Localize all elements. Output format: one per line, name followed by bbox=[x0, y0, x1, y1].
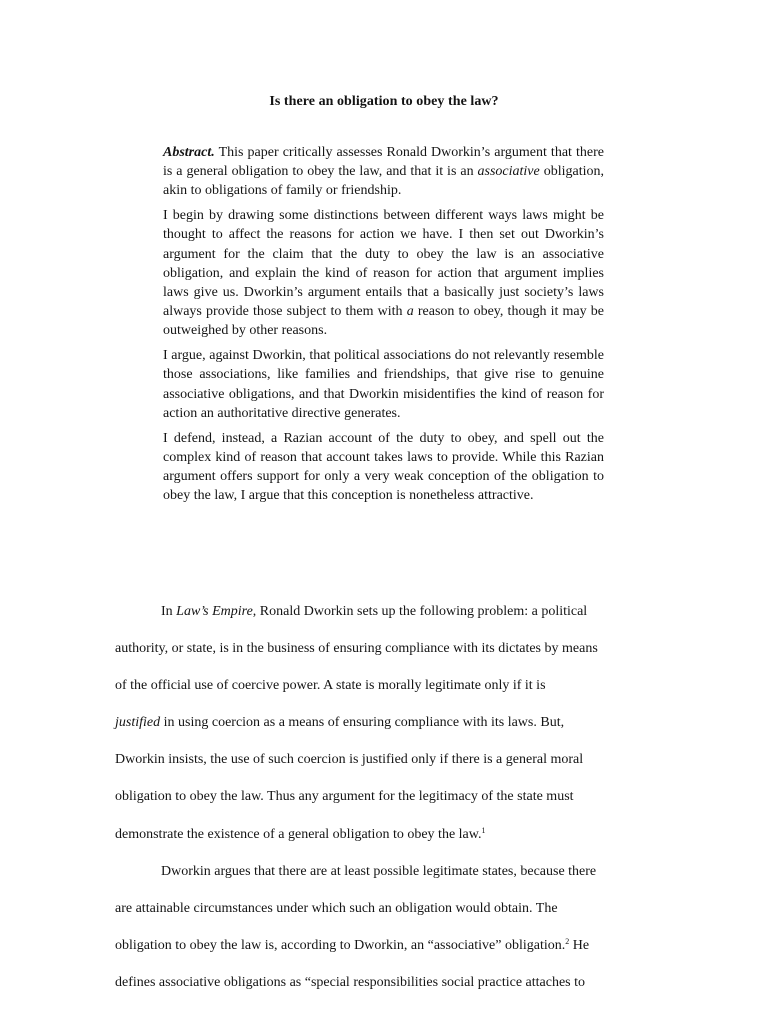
abstract-text: This paper critically assesses Ronald Dworkin’s argument that there is a general obligation to obey the law, and that it is an bbox=[163, 145, 604, 180]
text-line: are attainable circumstances under which such an obligation would obtain. The bbox=[115, 900, 558, 916]
text-line: Dworkin insists, the use of such coercion is justified only if there is a general moral bbox=[115, 752, 584, 768]
abstract-paragraph-3: I argue, against Dworkin, that political associations do not relevantly resemble those associations, like families and friendships, that give rise to genuine associative obligations, and that Dworkin misidentifies the kind of reason for action an authoritative directive generates. bbox=[163, 348, 604, 421]
text-line: In Law’s Empire, Ronald Dworkin sets up the following problem: a political bbox=[161, 604, 588, 619]
footnote-marker-1[interactable]: 1 bbox=[481, 825, 486, 835]
body-paragraph-2 bbox=[115, 853, 655, 1001]
abstract-block bbox=[163, 143, 604, 511]
text-line: obligation to obey the law. Thus any argument for the legitimacy of the state must bbox=[115, 789, 574, 805]
text-line: of the official use of coercive power. A state is morally legitimate only if it is bbox=[115, 678, 546, 694]
book-title: Law’s Empire bbox=[176, 604, 253, 619]
abstract-label-dot: . bbox=[211, 145, 215, 160]
text-line: obligation to obey the law is, according to Dworkin, an “associative” obligation.$^2$ He bbox=[115, 936, 590, 953]
abstract-paragraph-2 bbox=[163, 206, 604, 340]
text-line: Dworkin argues that there are at least possible legitimate states, because there bbox=[161, 863, 597, 879]
abstract-paragraph-4: I defend, instead, a Razian account of the duty to obey, and spell out the complex kind of reason that account takes laws to provide. While this Razian argument offers support for only a very weak conception of the obligation to obey the law, I argue that this conception is nonetheless attractive. bbox=[163, 430, 604, 504]
paper-title: Is there an obligation to obey the law? bbox=[269, 94, 499, 109]
body-text bbox=[115, 593, 655, 1001]
abstract-text: I begin by drawing some distinctions between different ways laws might be thought to affect the reasons for action we have. I then set out Dworkin’s argument for the claim that the duty to obey the law is an associative obligation, and explain the kind of reason for action that argument implies laws give us. Dworkin’s argument entails that a basically just society’s laws always provide those subject to them with bbox=[163, 208, 604, 320]
abstract-text: reason to obey, though it may be outweighed by other reasons. bbox=[163, 304, 605, 339]
text-line: authority, or state, is in the business of ensuring compliance with its dictates by means bbox=[115, 641, 598, 657]
body-paragraph-1 bbox=[115, 593, 655, 853]
footnote-marker-2[interactable]: 2 bbox=[565, 936, 570, 946]
text-line: defines associative obligations as “special responsibilities social practice attaches to bbox=[115, 974, 586, 990]
emphasis-text: associative bbox=[477, 164, 540, 180]
abstract-paragraph-1 bbox=[163, 143, 604, 201]
abstract-label: Abstract bbox=[163, 145, 212, 160]
text-line: justified in using coercion as a means of ensuring compliance with its laws. But, bbox=[115, 715, 565, 731]
emphasis-text: justified bbox=[115, 715, 161, 731]
abstract-text: obligation, akin to obligations of family or friendship. bbox=[163, 164, 604, 199]
text-line: demonstrate the existence of a general obligation to obey the law.$^1$ bbox=[115, 825, 486, 842]
emphasis-text: a bbox=[406, 304, 414, 320]
